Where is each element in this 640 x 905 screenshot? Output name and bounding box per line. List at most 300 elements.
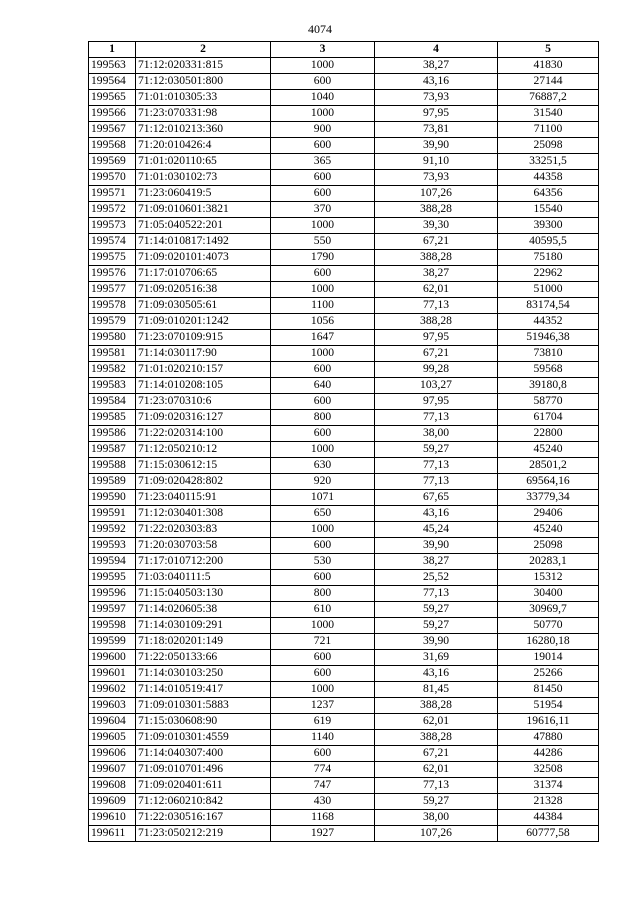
rate-cell: 59,27: [375, 617, 498, 633]
cadastral-number-cell: 71:18:020201:149: [136, 633, 271, 649]
table-row: [89, 377, 599, 393]
area-cell: 370: [271, 201, 375, 217]
value-cell: 30969,7: [498, 601, 599, 617]
rate-cell: 73,93: [375, 89, 498, 105]
area-cell: 1000: [271, 217, 375, 233]
rate-cell: 107,26: [375, 825, 498, 841]
rate-cell: 73,93: [375, 169, 498, 185]
area-cell: 1100: [271, 297, 375, 313]
cadastral-number-cell: 71:14:010817:1492: [136, 233, 271, 249]
table-row: [89, 217, 599, 233]
cadastral-number-cell: 71:23:050212:219: [136, 825, 271, 841]
area-cell: 1000: [271, 521, 375, 537]
table-row: [89, 361, 599, 377]
area-cell: 630: [271, 457, 375, 473]
area-cell: 600: [271, 745, 375, 761]
record-number-cell: 199565: [89, 89, 136, 105]
cadastral-number-cell: 71:09:020101:4073: [136, 249, 271, 265]
record-number-cell: 199582: [89, 361, 136, 377]
record-number-cell: 199566: [89, 105, 136, 121]
rate-cell: 59,27: [375, 601, 498, 617]
value-cell: 33779,34: [498, 489, 599, 505]
value-cell: 40595,5: [498, 233, 599, 249]
rate-cell: 67,65: [375, 489, 498, 505]
cadastral-number-cell: 71:12:030501:800: [136, 73, 271, 89]
rate-cell: 43,16: [375, 665, 498, 681]
value-cell: 19616,11: [498, 713, 599, 729]
table-row: [89, 585, 599, 601]
cadastral-number-cell: 71:14:040307:400: [136, 745, 271, 761]
area-cell: 774: [271, 761, 375, 777]
table-row: [89, 105, 599, 121]
value-cell: 83174,54: [498, 297, 599, 313]
record-number-cell: 199603: [89, 697, 136, 713]
rate-cell: 39,90: [375, 537, 498, 553]
rate-cell: 77,13: [375, 409, 498, 425]
record-number-cell: 199610: [89, 809, 136, 825]
rate-cell: 67,21: [375, 745, 498, 761]
rate-cell: 43,16: [375, 73, 498, 89]
record-number-cell: 199581: [89, 345, 136, 361]
record-number-cell: 199567: [89, 121, 136, 137]
area-cell: 1000: [271, 105, 375, 121]
column-header-5: 5: [498, 42, 599, 58]
table-row: [89, 729, 599, 745]
record-number-cell: 199604: [89, 713, 136, 729]
record-number-cell: 199579: [89, 313, 136, 329]
area-cell: 600: [271, 169, 375, 185]
rate-cell: 31,69: [375, 649, 498, 665]
record-number-cell: 199596: [89, 585, 136, 601]
area-cell: 1000: [271, 281, 375, 297]
cadastral-number-cell: 71:09:020401:611: [136, 777, 271, 793]
value-cell: 41830: [498, 57, 599, 73]
record-number-cell: 199608: [89, 777, 136, 793]
area-cell: 800: [271, 585, 375, 601]
cadastral-number-cell: 71:17:010712:200: [136, 553, 271, 569]
rate-cell: 388,28: [375, 697, 498, 713]
cadastral-number-cell: 71:12:020331:815: [136, 57, 271, 73]
area-cell: 1168: [271, 809, 375, 825]
area-cell: 600: [271, 185, 375, 201]
cadastral-number-cell: 71:23:070109:915: [136, 329, 271, 345]
table-row: [89, 601, 599, 617]
record-number-cell: 199599: [89, 633, 136, 649]
rate-cell: 39,90: [375, 633, 498, 649]
value-cell: 19014: [498, 649, 599, 665]
record-number-cell: 199609: [89, 793, 136, 809]
cadastral-number-cell: 71:09:020516:38: [136, 281, 271, 297]
rate-cell: 388,28: [375, 201, 498, 217]
record-number-cell: 199611: [89, 825, 136, 841]
rate-cell: 39,90: [375, 137, 498, 153]
table-row: [89, 457, 599, 473]
value-cell: 58770: [498, 393, 599, 409]
table-row: [89, 169, 599, 185]
area-cell: 619: [271, 713, 375, 729]
cadastral-number-cell: 71:09:010601:3821: [136, 201, 271, 217]
table-row: [89, 185, 599, 201]
table-row: [89, 265, 599, 281]
cadastral-number-cell: 71:15:030608:90: [136, 713, 271, 729]
record-number-cell: 199583: [89, 377, 136, 393]
table-header-row: [89, 42, 599, 58]
rate-cell: 38,00: [375, 809, 498, 825]
value-cell: 44352: [498, 313, 599, 329]
record-number-cell: 199607: [89, 761, 136, 777]
rate-cell: 97,95: [375, 329, 498, 345]
table-row: [89, 713, 599, 729]
table-row: [89, 537, 599, 553]
record-number-cell: 199572: [89, 201, 136, 217]
data-table: [88, 41, 599, 842]
cadastral-number-cell: 71:01:020110:65: [136, 153, 271, 169]
record-number-cell: 199580: [89, 329, 136, 345]
table-row: [89, 425, 599, 441]
value-cell: 45240: [498, 521, 599, 537]
cadastral-number-cell: 71:15:040503:130: [136, 585, 271, 601]
record-number-cell: 199568: [89, 137, 136, 153]
value-cell: 27144: [498, 73, 599, 89]
rate-cell: 388,28: [375, 729, 498, 745]
value-cell: 75180: [498, 249, 599, 265]
cadastral-number-cell: 71:01:030102:73: [136, 169, 271, 185]
record-number-cell: 199571: [89, 185, 136, 201]
value-cell: 51000: [498, 281, 599, 297]
data-table-container: [88, 41, 599, 842]
table-row: [89, 809, 599, 825]
table-row: [89, 345, 599, 361]
area-cell: 650: [271, 505, 375, 521]
table-row: [89, 825, 599, 841]
area-cell: 600: [271, 425, 375, 441]
table-row: [89, 73, 599, 89]
cadastral-number-cell: 71:12:030401:308: [136, 505, 271, 521]
value-cell: 71100: [498, 121, 599, 137]
rate-cell: 38,00: [375, 425, 498, 441]
cadastral-number-cell: 71:09:020316:127: [136, 409, 271, 425]
value-cell: 16280,18: [498, 633, 599, 649]
area-cell: 1647: [271, 329, 375, 345]
cadastral-number-cell: 71:15:030612:15: [136, 457, 271, 473]
record-number-cell: 199594: [89, 553, 136, 569]
area-cell: 1000: [271, 345, 375, 361]
value-cell: 81450: [498, 681, 599, 697]
value-cell: 29406: [498, 505, 599, 521]
table-row: [89, 617, 599, 633]
rate-cell: 99,28: [375, 361, 498, 377]
value-cell: 44286: [498, 745, 599, 761]
table-row: [89, 793, 599, 809]
rate-cell: 59,27: [375, 441, 498, 457]
value-cell: 51946,38: [498, 329, 599, 345]
area-cell: 1000: [271, 57, 375, 73]
record-number-cell: 199591: [89, 505, 136, 521]
area-cell: 721: [271, 633, 375, 649]
record-number-cell: 199574: [89, 233, 136, 249]
rate-cell: 67,21: [375, 345, 498, 361]
rate-cell: 45,24: [375, 521, 498, 537]
table-row: [89, 761, 599, 777]
record-number-cell: 199586: [89, 425, 136, 441]
cadastral-number-cell: 71:23:040115:91: [136, 489, 271, 505]
value-cell: 15540: [498, 201, 599, 217]
area-cell: 365: [271, 153, 375, 169]
record-number-cell: 199590: [89, 489, 136, 505]
cadastral-number-cell: 71:23:060419:5: [136, 185, 271, 201]
area-cell: 1071: [271, 489, 375, 505]
table-row: [89, 505, 599, 521]
cadastral-number-cell: 71:22:050133:66: [136, 649, 271, 665]
record-number-cell: 199585: [89, 409, 136, 425]
rate-cell: 39,30: [375, 217, 498, 233]
rate-cell: 97,95: [375, 105, 498, 121]
area-cell: 530: [271, 553, 375, 569]
rate-cell: 97,95: [375, 393, 498, 409]
rate-cell: 62,01: [375, 281, 498, 297]
rate-cell: 77,13: [375, 585, 498, 601]
record-number-cell: 199575: [89, 249, 136, 265]
value-cell: 76887,2: [498, 89, 599, 105]
value-cell: 20283,1: [498, 553, 599, 569]
rate-cell: 62,01: [375, 713, 498, 729]
area-cell: 550: [271, 233, 375, 249]
table-row: [89, 777, 599, 793]
record-number-cell: 199573: [89, 217, 136, 233]
table-row: [89, 489, 599, 505]
cadastral-number-cell: 71:12:010213:360: [136, 121, 271, 137]
area-cell: 600: [271, 665, 375, 681]
rate-cell: 91,10: [375, 153, 498, 169]
rate-cell: 67,21: [375, 233, 498, 249]
table-row: [89, 441, 599, 457]
record-number-cell: 199589: [89, 473, 136, 489]
area-cell: 1790: [271, 249, 375, 265]
table-row: [89, 329, 599, 345]
cadastral-number-cell: 71:01:010305:33: [136, 89, 271, 105]
table-row: [89, 553, 599, 569]
area-cell: 1927: [271, 825, 375, 841]
value-cell: 50770: [498, 617, 599, 633]
area-cell: 900: [271, 121, 375, 137]
table-row: [89, 121, 599, 137]
cadastral-number-cell: 71:09:010701:496: [136, 761, 271, 777]
value-cell: 28501,2: [498, 457, 599, 473]
record-number-cell: 199598: [89, 617, 136, 633]
table-row: [89, 281, 599, 297]
value-cell: 30400: [498, 585, 599, 601]
record-number-cell: 199570: [89, 169, 136, 185]
record-number-cell: 199606: [89, 745, 136, 761]
area-cell: 600: [271, 137, 375, 153]
cadastral-number-cell: 71:14:030117:90: [136, 345, 271, 361]
cadastral-number-cell: 71:03:040111:5: [136, 569, 271, 585]
table-row: [89, 569, 599, 585]
value-cell: 31374: [498, 777, 599, 793]
area-cell: 1000: [271, 617, 375, 633]
table-row: [89, 313, 599, 329]
area-cell: 800: [271, 409, 375, 425]
rate-cell: 103,27: [375, 377, 498, 393]
cadastral-number-cell: 71:01:020210:157: [136, 361, 271, 377]
table-row: [89, 233, 599, 249]
value-cell: 33251,5: [498, 153, 599, 169]
rate-cell: 107,26: [375, 185, 498, 201]
cadastral-number-cell: 71:17:010706:65: [136, 265, 271, 281]
column-header-1: 1: [89, 42, 136, 58]
cadastral-number-cell: 71:22:020314:100: [136, 425, 271, 441]
record-number-cell: 199577: [89, 281, 136, 297]
table-row: [89, 297, 599, 313]
record-number-cell: 199584: [89, 393, 136, 409]
table-row: [89, 745, 599, 761]
record-number-cell: 199592: [89, 521, 136, 537]
column-header-3: 3: [271, 42, 375, 58]
value-cell: 32508: [498, 761, 599, 777]
area-cell: 920: [271, 473, 375, 489]
value-cell: 22962: [498, 265, 599, 281]
value-cell: 39180,8: [498, 377, 599, 393]
cadastral-number-cell: 71:09:010301:4559: [136, 729, 271, 745]
record-number-cell: 199588: [89, 457, 136, 473]
value-cell: 22800: [498, 425, 599, 441]
area-cell: 640: [271, 377, 375, 393]
area-cell: 600: [271, 361, 375, 377]
cadastral-number-cell: 71:20:030703:58: [136, 537, 271, 553]
area-cell: 610: [271, 601, 375, 617]
value-cell: 44358: [498, 169, 599, 185]
value-cell: 25266: [498, 665, 599, 681]
table-row: [89, 665, 599, 681]
record-number-cell: 199569: [89, 153, 136, 169]
rate-cell: 77,13: [375, 457, 498, 473]
record-number-cell: 199602: [89, 681, 136, 697]
area-cell: 747: [271, 777, 375, 793]
table-row: [89, 89, 599, 105]
table-row: [89, 57, 599, 73]
cadastral-number-cell: 71:22:020303:83: [136, 521, 271, 537]
table-row: [89, 473, 599, 489]
rate-cell: 77,13: [375, 473, 498, 489]
cadastral-number-cell: 71:22:030516:167: [136, 809, 271, 825]
area-cell: 1000: [271, 681, 375, 697]
area-cell: 1237: [271, 697, 375, 713]
rate-cell: 77,13: [375, 297, 498, 313]
table-row: [89, 249, 599, 265]
column-header-4: 4: [375, 42, 498, 58]
area-cell: 1000: [271, 441, 375, 457]
table-row: [89, 201, 599, 217]
record-number-cell: 199593: [89, 537, 136, 553]
cadastral-number-cell: 71:12:060210:842: [136, 793, 271, 809]
area-cell: 600: [271, 537, 375, 553]
table-row: [89, 521, 599, 537]
cadastral-number-cell: 71:14:020605:38: [136, 601, 271, 617]
area-cell: 1040: [271, 89, 375, 105]
record-number-cell: 199597: [89, 601, 136, 617]
value-cell: 21328: [498, 793, 599, 809]
rate-cell: 81,45: [375, 681, 498, 697]
table-row: [89, 137, 599, 153]
rate-cell: 388,28: [375, 313, 498, 329]
area-cell: 600: [271, 73, 375, 89]
record-number-cell: 199564: [89, 73, 136, 89]
value-cell: 15312: [498, 569, 599, 585]
value-cell: 47880: [498, 729, 599, 745]
cadastral-number-cell: 71:09:030505:61: [136, 297, 271, 313]
record-number-cell: 199605: [89, 729, 136, 745]
record-number-cell: 199578: [89, 297, 136, 313]
rate-cell: 38,27: [375, 265, 498, 281]
value-cell: 44384: [498, 809, 599, 825]
value-cell: 45240: [498, 441, 599, 457]
cadastral-number-cell: 71:14:010519:417: [136, 681, 271, 697]
record-number-cell: 199595: [89, 569, 136, 585]
record-number-cell: 199601: [89, 665, 136, 681]
area-cell: 430: [271, 793, 375, 809]
record-number-cell: 199563: [89, 57, 136, 73]
value-cell: 60777,58: [498, 825, 599, 841]
area-cell: 600: [271, 649, 375, 665]
area-cell: 600: [271, 393, 375, 409]
column-header-2: 2: [136, 42, 271, 58]
rate-cell: 38,27: [375, 553, 498, 569]
rate-cell: 38,27: [375, 57, 498, 73]
value-cell: 39300: [498, 217, 599, 233]
table-row: [89, 697, 599, 713]
table-body: [89, 57, 599, 841]
table-row: [89, 409, 599, 425]
value-cell: 25098: [498, 537, 599, 553]
rate-cell: 43,16: [375, 505, 498, 521]
rate-cell: 62,01: [375, 761, 498, 777]
area-cell: 1140: [271, 729, 375, 745]
area-cell: 600: [271, 569, 375, 585]
cadastral-number-cell: 71:14:030109:291: [136, 617, 271, 633]
cadastral-number-cell: 71:12:050210:12: [136, 441, 271, 457]
table-row: [89, 153, 599, 169]
record-number-cell: 199587: [89, 441, 136, 457]
value-cell: 51954: [498, 697, 599, 713]
area-cell: 600: [271, 265, 375, 281]
rate-cell: 77,13: [375, 777, 498, 793]
page-number: 4074: [308, 22, 332, 36]
table-row: [89, 649, 599, 665]
value-cell: 61704: [498, 409, 599, 425]
cadastral-number-cell: 71:14:010208:105: [136, 377, 271, 393]
area-cell: 1056: [271, 313, 375, 329]
cadastral-number-cell: 71:23:070331:98: [136, 105, 271, 121]
table-row: [89, 681, 599, 697]
cadastral-number-cell: 71:23:070310:6: [136, 393, 271, 409]
cadastral-number-cell: 71:09:010201:1242: [136, 313, 271, 329]
record-number-cell: 199576: [89, 265, 136, 281]
rate-cell: 73,81: [375, 121, 498, 137]
cadastral-number-cell: 71:05:040522:201: [136, 217, 271, 233]
rate-cell: 59,27: [375, 793, 498, 809]
cadastral-number-cell: 71:14:030103:250: [136, 665, 271, 681]
value-cell: 73810: [498, 345, 599, 361]
cadastral-number-cell: 71:09:020428:802: [136, 473, 271, 489]
value-cell: 59568: [498, 361, 599, 377]
rate-cell: 388,28: [375, 249, 498, 265]
value-cell: 25098: [498, 137, 599, 153]
rate-cell: 25,52: [375, 569, 498, 585]
cadastral-number-cell: 71:20:010426:4: [136, 137, 271, 153]
value-cell: 69564,16: [498, 473, 599, 489]
record-number-cell: 199600: [89, 649, 136, 665]
table-row: [89, 633, 599, 649]
